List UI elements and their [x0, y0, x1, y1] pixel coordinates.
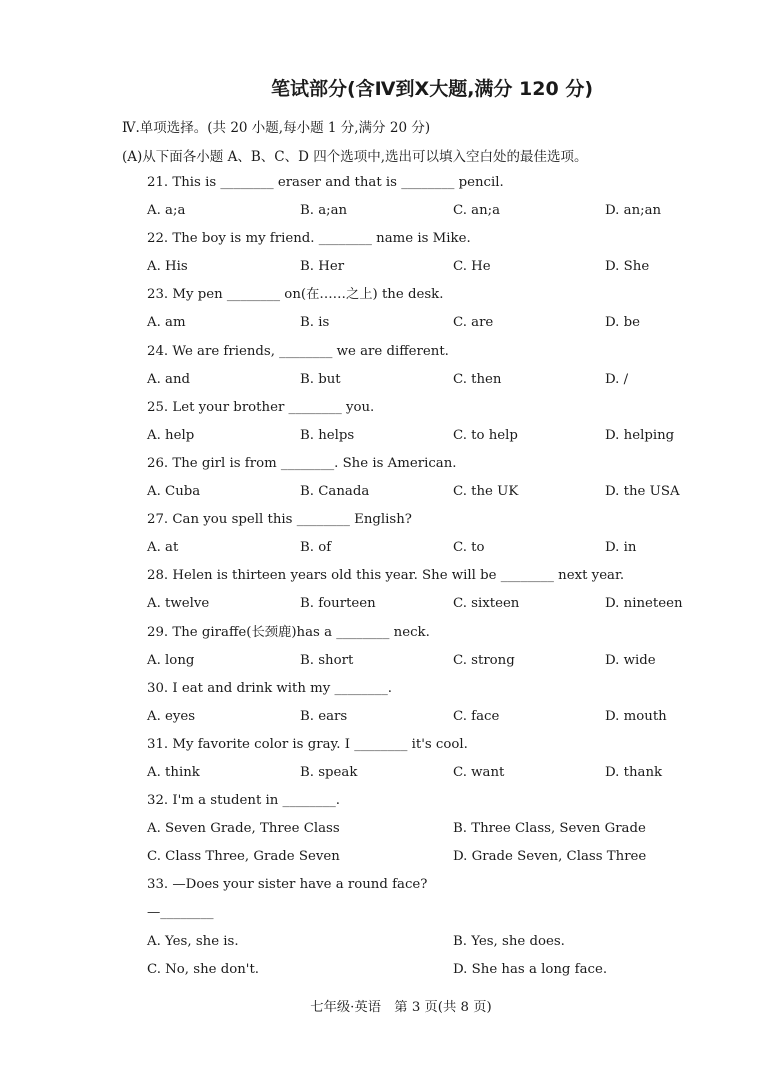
- answer-option[interactable]: C. He: [453, 259, 491, 275]
- answer-option[interactable]: B. but: [300, 371, 341, 387]
- answer-option[interactable]: A. long: [147, 652, 195, 668]
- section-heading: Ⅳ.单项选择。(共 20 小题,每小题 1 分,满分 20 分): [122, 120, 431, 136]
- question-stem: 22. The boy is my friend. ________ name is Mike.: [147, 231, 471, 247]
- answer-option[interactable]: C. to help: [453, 427, 518, 443]
- options-row: [0, 366, 764, 394]
- question-stem: 26. The girl is from ________. She is American.: [147, 455, 457, 471]
- answer-option[interactable]: D. She has a long face.: [453, 961, 608, 977]
- answer-option[interactable]: C. to: [453, 540, 485, 556]
- options-row: [0, 309, 764, 337]
- question-stem: 27. Can you spell this ________ English?: [147, 512, 412, 528]
- answer-option[interactable]: D. the USA: [605, 484, 680, 500]
- options-row: [0, 843, 764, 871]
- section-subheading: (A)从下面各小题 A、B、C、D 四个选项中,选出可以填入空白处的最佳选项。: [122, 149, 588, 165]
- answer-option[interactable]: B. Canada: [300, 484, 370, 500]
- question-stem: 33. —Does your sister have a round face?: [147, 877, 428, 893]
- answer-option[interactable]: B. is: [300, 315, 330, 331]
- options-row: [0, 422, 764, 450]
- answer-option[interactable]: A. Seven Grade, Three Class: [147, 821, 340, 837]
- answer-option[interactable]: C. strong: [453, 652, 515, 668]
- page-footer: 七年级·英语 第 3 页(共 8 页): [310, 1000, 492, 1015]
- answer-option[interactable]: A. help: [147, 427, 195, 443]
- question-stem: 28. Helen is thirteen years old this year. She will be ________ next year.: [147, 568, 625, 584]
- answer-option[interactable]: B. Yes, she does.: [453, 933, 565, 949]
- answer-option[interactable]: D. in: [605, 540, 637, 556]
- answer-option[interactable]: B. Her: [300, 259, 345, 275]
- answer-option[interactable]: B. helps: [300, 427, 355, 443]
- answer-option[interactable]: C. want: [453, 764, 505, 780]
- answer-option[interactable]: A. a;a: [147, 203, 186, 219]
- answer-option[interactable]: A. and: [147, 371, 191, 387]
- answer-option[interactable]: C. sixteen: [453, 596, 520, 612]
- answer-option[interactable]: B. Three Class, Seven Grade: [453, 821, 646, 837]
- answer-option[interactable]: B. a;an: [300, 203, 348, 219]
- options-row: [0, 703, 764, 731]
- options-row: [0, 815, 764, 843]
- answer-option[interactable]: B. short: [300, 652, 354, 668]
- question-stem: 25. Let your brother ________ you.: [147, 399, 375, 415]
- question-stem: 29. The giraffe(长颈鹿)has a ________ neck.: [147, 624, 430, 640]
- question-stem: 23. My pen ________ on(在……之上) the desk.: [147, 287, 444, 303]
- question-stem: 24. We are friends, ________ we are different.: [147, 343, 449, 359]
- answer-option[interactable]: A. twelve: [147, 596, 210, 612]
- answer-option[interactable]: A. eyes: [147, 708, 196, 724]
- answer-option[interactable]: C. No, she don't.: [147, 961, 260, 977]
- answer-option[interactable]: A. think: [147, 764, 200, 780]
- options-row: [0, 197, 764, 225]
- question-stem: 31. My favorite color is gray. I ________ it's cool.: [147, 736, 468, 752]
- answer-option[interactable]: D. thank: [605, 764, 663, 780]
- answer-option[interactable]: B. speak: [300, 764, 358, 780]
- options-row: [0, 534, 764, 562]
- answer-option[interactable]: A. Cuba: [147, 484, 201, 500]
- answer-option[interactable]: B. of: [300, 540, 332, 556]
- answer-option[interactable]: C. Class Three, Grade Seven: [147, 849, 340, 865]
- answer-option[interactable]: D. nineteen: [605, 596, 683, 612]
- answer-option[interactable]: D. /: [605, 371, 629, 387]
- options-row: [0, 759, 764, 787]
- answer-option[interactable]: D. helping: [605, 427, 675, 443]
- answer-option[interactable]: D. mouth: [605, 708, 667, 724]
- options-row: [0, 928, 764, 956]
- answer-option[interactable]: C. face: [453, 708, 500, 724]
- answer-option[interactable]: C. are: [453, 315, 494, 331]
- answer-option[interactable]: A. am: [147, 315, 186, 331]
- options-row: [0, 956, 764, 984]
- answer-option[interactable]: B. ears: [300, 708, 348, 724]
- options-row: [0, 478, 764, 506]
- question-stem: 21. This is ________ eraser and that is ________ pencil.: [147, 175, 504, 190]
- answer-option[interactable]: D. Grade Seven, Class Three: [453, 849, 647, 865]
- options-row: [0, 253, 764, 281]
- answer-option[interactable]: B. fourteen: [300, 596, 376, 612]
- answer-option[interactable]: D. wide: [605, 652, 656, 668]
- answer-option[interactable]: A. Yes, she is.: [147, 933, 239, 949]
- question-stem: 30. I eat and drink with my ________.: [147, 680, 392, 696]
- answer-option[interactable]: D. She: [605, 259, 650, 275]
- question-stem: 32. I'm a student in ________.: [147, 793, 340, 809]
- options-row: [0, 647, 764, 675]
- answer-option[interactable]: C. the UK: [453, 484, 519, 500]
- page-title: 笔试部分(含Ⅳ到Ⅹ大题,满分 120 分): [271, 78, 593, 100]
- question-list: [0, 169, 764, 984]
- answer-option[interactable]: C. an;a: [453, 203, 501, 219]
- answer-option[interactable]: A. His: [147, 259, 188, 275]
- answer-option[interactable]: A. at: [147, 540, 179, 556]
- answer-blank-line: —________: [147, 905, 214, 921]
- answer-option[interactable]: D. an;an: [605, 203, 662, 219]
- answer-option[interactable]: D. be: [605, 315, 641, 331]
- options-row: [0, 590, 764, 618]
- answer-option[interactable]: C. then: [453, 371, 502, 387]
